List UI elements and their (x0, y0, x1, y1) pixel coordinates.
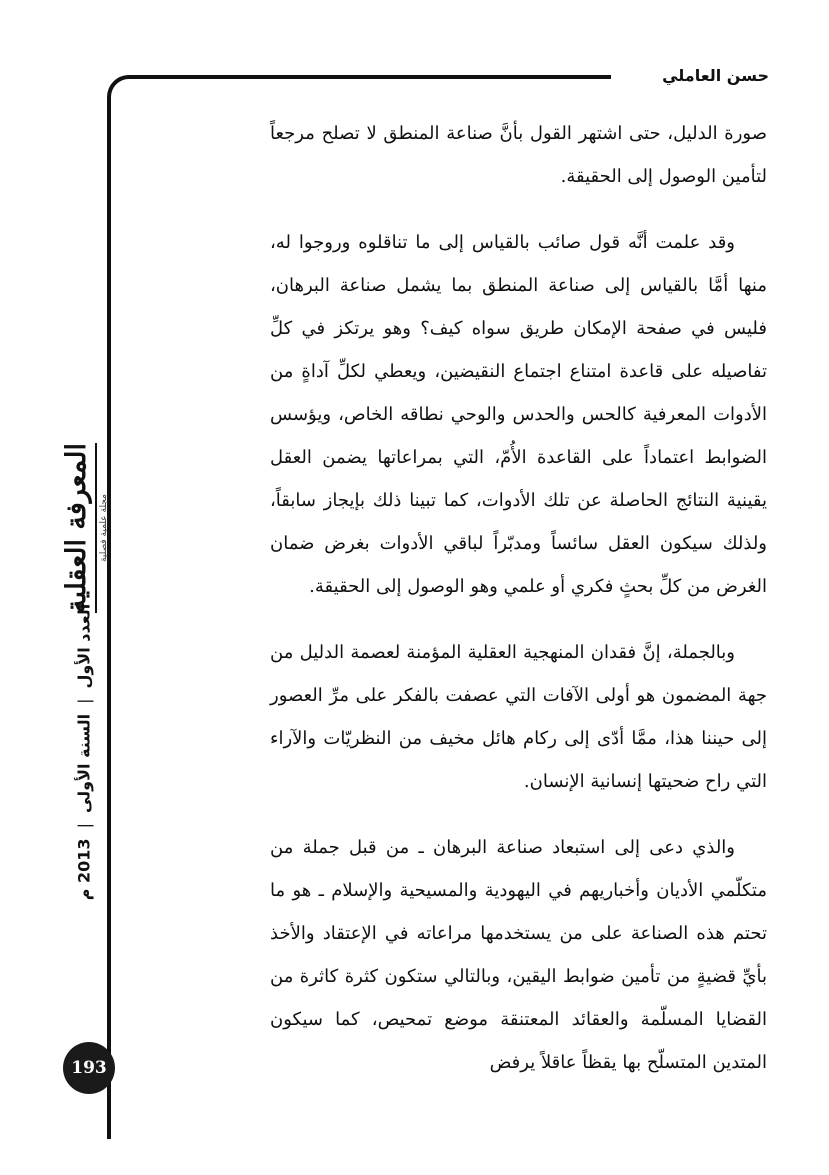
journal-subtitle: مجلة علمية فصلية (99, 494, 109, 562)
paragraph: وقد علمت أنَّه قول صائب بالقياس إلى ما تناقلوه وروجوا له، منها أمَّا بالقياس إلى صناعة المنطق بما يشمل صناعة البرهان، فليس في صفحة الإمكان طريق سواه كيف؟ وهو يرتكز في كلِّ تفاصيله على قاعدة امتناع اجتماع النقيضين، ويعطي لكلِّ آداةٍ من الأدوات المعرفية كالحس والحدس والوحي نطاقه الخاص، ويؤسس الضوابط اعتماداً على القاعدة الأُمّ، التي بمراعاتها يضمن العقل يقينية النتائج الحاصلة عن تلك الأدوات، كما تبينا ذلك بإيجاز سابقاً، ولذلك سيكون العقل سائساً ومدبّراً لباقي الأدوات بغرض ضمان الغرض من كلِّ بحثٍ فكري أو علمي وهو الوصول إلى الحقيقة. (270, 232, 767, 597)
date-separator: | (74, 823, 94, 829)
paragraph: وبالجملة، إنَّ فقدان المنهجية العقلية المؤمنة لعصمة الدليل من جهة المضمون هو أولى الآفات التي عصفت بالفكر على مرِّ العصور إلى حيننا هذا، ممَّا أدّى إلى ركام هائل مخيف من النظريّات والآراء التي راح ضحيتها إنسانية الإنسان. (270, 642, 767, 792)
date-label: 2013 م (74, 838, 94, 901)
paragraph: صورة الدليل، حتى اشتهر القول بأنَّ صناعة المنطق لا تصلح مرجعاً لتأمين الوصول إلى الحقيقة. (270, 123, 767, 187)
issue-separator: | (74, 698, 94, 704)
issue-info (75, 604, 94, 901)
article-body (270, 112, 767, 1107)
page-number-badge: 193 (63, 1042, 115, 1094)
running-header-author: حسن العاملي (662, 66, 769, 85)
year-label: السنة الأولى (74, 713, 94, 814)
journal-name: المعرفة العقلية (61, 443, 97, 613)
paragraph: والذي دعى إلى استبعاد صناعة البرهان ـ من قبل جملة من متكلّمي الأديان وأخباريهم في اليهودية والمسيحية والإسلام ـ هو ما تحتم هذه الصناعة على من يستخدمها مراعاته في الإعتقاد والأخذ بأيِّ قضيةٍ من تأمين ضوابط اليقين، وبالتالي ستكون كثرة كاثرة من القضايا المسلّمة والعقائد المعتنقة موضع تمحيص، كما سيكون المتدين المتسلّح بها يقظاً عاقلاً يرفض (270, 837, 767, 1073)
journal-logo (61, 443, 109, 613)
issue-label: العدد الأول (74, 603, 94, 689)
